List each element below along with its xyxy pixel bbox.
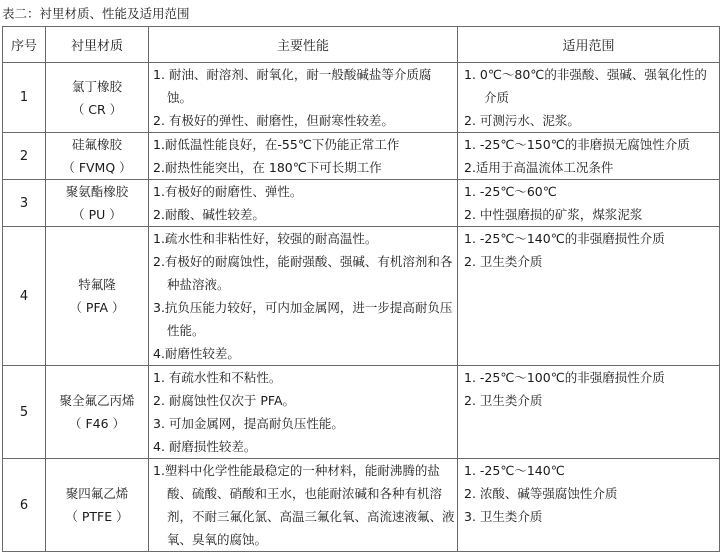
range-item: 2. 卫生类介质	[464, 393, 543, 408]
range-item: 1. -25℃～100℃的非强磨损性介质	[464, 370, 665, 385]
header-properties: 主要性能	[149, 27, 458, 63]
table-row	[3, 459, 720, 552]
range-item: 2. 卫生类介质	[464, 254, 543, 269]
property-item: 1.疏水性和非粘性好，较强的耐高温性。	[153, 231, 378, 246]
row-number: 1	[3, 63, 46, 133]
range-item: 2. 浓酸、碱等强腐蚀性介质	[464, 486, 618, 501]
material-code: （ PTFE ）	[65, 509, 129, 524]
property-item: 2.耐酸、碱性较差。	[153, 207, 265, 222]
property-item: 4. 耐磨损性较差。	[153, 439, 257, 454]
material-code: （ CR ）	[71, 101, 123, 117]
property-item: 2.有极好的耐腐蚀性，能耐强酸、强碱、有机溶剂和各种盐溶液。	[153, 254, 453, 292]
range-cell	[458, 133, 720, 180]
properties-cell	[149, 366, 458, 459]
property-item: 1.塑料中化学性能最稳定的一种材料，能耐沸腾的盐酸、硫酸、硝酸和王水，也能耐浓碱和各种有机溶剂，不耐三氟化氯、高温三氟化氧、高流速液氟、液氧、臭氧的腐蚀。	[153, 463, 455, 547]
table-row	[3, 366, 720, 459]
header-range: 适用范围	[458, 27, 720, 63]
range-item: 1. -25℃～60℃	[464, 184, 557, 199]
row-number: 3	[3, 180, 46, 227]
property-item: 3.抗负压能力较好，可内加金属网，进一步提高耐负压性能。	[153, 300, 453, 338]
range-item: 1. -25℃～150℃的非磨损无腐蚀性介质	[464, 137, 690, 152]
property-item: 3. 可加金属网，提高耐负压性能。	[153, 416, 344, 431]
table-header-row	[3, 27, 720, 63]
range-cell	[458, 366, 720, 459]
material-name: 聚氨酯橡胶	[65, 184, 129, 199]
range-item: 2.适用于高温流体工况条件	[464, 160, 614, 175]
table-row	[3, 180, 720, 227]
material-code: （ PFA ）	[69, 300, 125, 315]
table-row	[3, 63, 720, 133]
range-item: 3. 卫生类介质	[464, 509, 543, 524]
property-item: 1. 有疏水性和不粘性。	[153, 370, 282, 385]
properties-cell	[149, 133, 458, 180]
properties-cell	[149, 227, 458, 366]
range-cell	[458, 180, 720, 227]
property-item: 1.有极好的耐磨性、弹性。	[153, 184, 303, 199]
properties-cell	[149, 180, 458, 227]
header-no: 序号	[3, 27, 46, 63]
row-number: 5	[3, 366, 46, 459]
material-name: 特氟隆	[78, 277, 116, 292]
range-item: 1. -25℃～140℃的非强磨损性介质	[464, 231, 665, 246]
range-item: 2. 中性强磨损的矿浆，煤浆泥浆	[464, 207, 643, 222]
property-item: 1. 耐油、耐溶剂、耐氧化，耐一般酸碱盐等介质腐蚀。	[153, 67, 432, 105]
row-number: 6	[3, 459, 46, 552]
material-cell	[46, 459, 149, 552]
material-cell	[46, 180, 149, 227]
range-item: 2. 可测污水、泥浆。	[464, 113, 580, 128]
header-material: 衬里材质	[46, 27, 149, 63]
range-cell	[458, 63, 720, 133]
material-cell	[46, 63, 149, 133]
property-item: 2. 有极好的弹性、耐磨性，但耐寒性较差。	[153, 113, 394, 128]
row-number: 4	[3, 227, 46, 366]
material-code: （ F46 ）	[68, 416, 126, 431]
table-row	[3, 133, 720, 180]
material-name: 聚全氟乙丙烯	[59, 393, 135, 408]
properties-cell	[149, 459, 458, 552]
range-item: 1. -25℃～140℃	[464, 463, 565, 478]
property-item: 2. 耐腐蚀性仅次于 PFA。	[153, 393, 296, 408]
property-item: 1.耐低温性能良好，在-55℃下仍能正常工作	[153, 137, 400, 152]
material-name: 氯丁橡胶	[71, 78, 122, 94]
material-code: （ PU ）	[72, 207, 122, 222]
materials-table	[2, 26, 720, 552]
material-name: 聚四氟乙烯	[65, 486, 129, 501]
material-cell	[46, 133, 149, 180]
table-caption: 表二：衬里材质、性能及适用范围	[2, 6, 190, 21]
range-item: 1. 0℃～80℃的非强酸、强碱、强氧化性的介质	[464, 67, 707, 105]
material-cell	[46, 227, 149, 366]
row-number: 2	[3, 133, 46, 180]
table-row	[3, 227, 720, 366]
material-name: 硅氟橡胶	[71, 137, 122, 152]
range-cell	[458, 227, 720, 366]
property-item: 2.耐热性能突出，在 180℃下可长期工作	[153, 160, 382, 175]
material-cell	[46, 366, 149, 459]
properties-cell	[149, 63, 458, 133]
material-code: （ FVMQ ）	[62, 160, 132, 175]
property-item: 4.耐磨性较差。	[153, 346, 240, 361]
range-cell	[458, 459, 720, 552]
